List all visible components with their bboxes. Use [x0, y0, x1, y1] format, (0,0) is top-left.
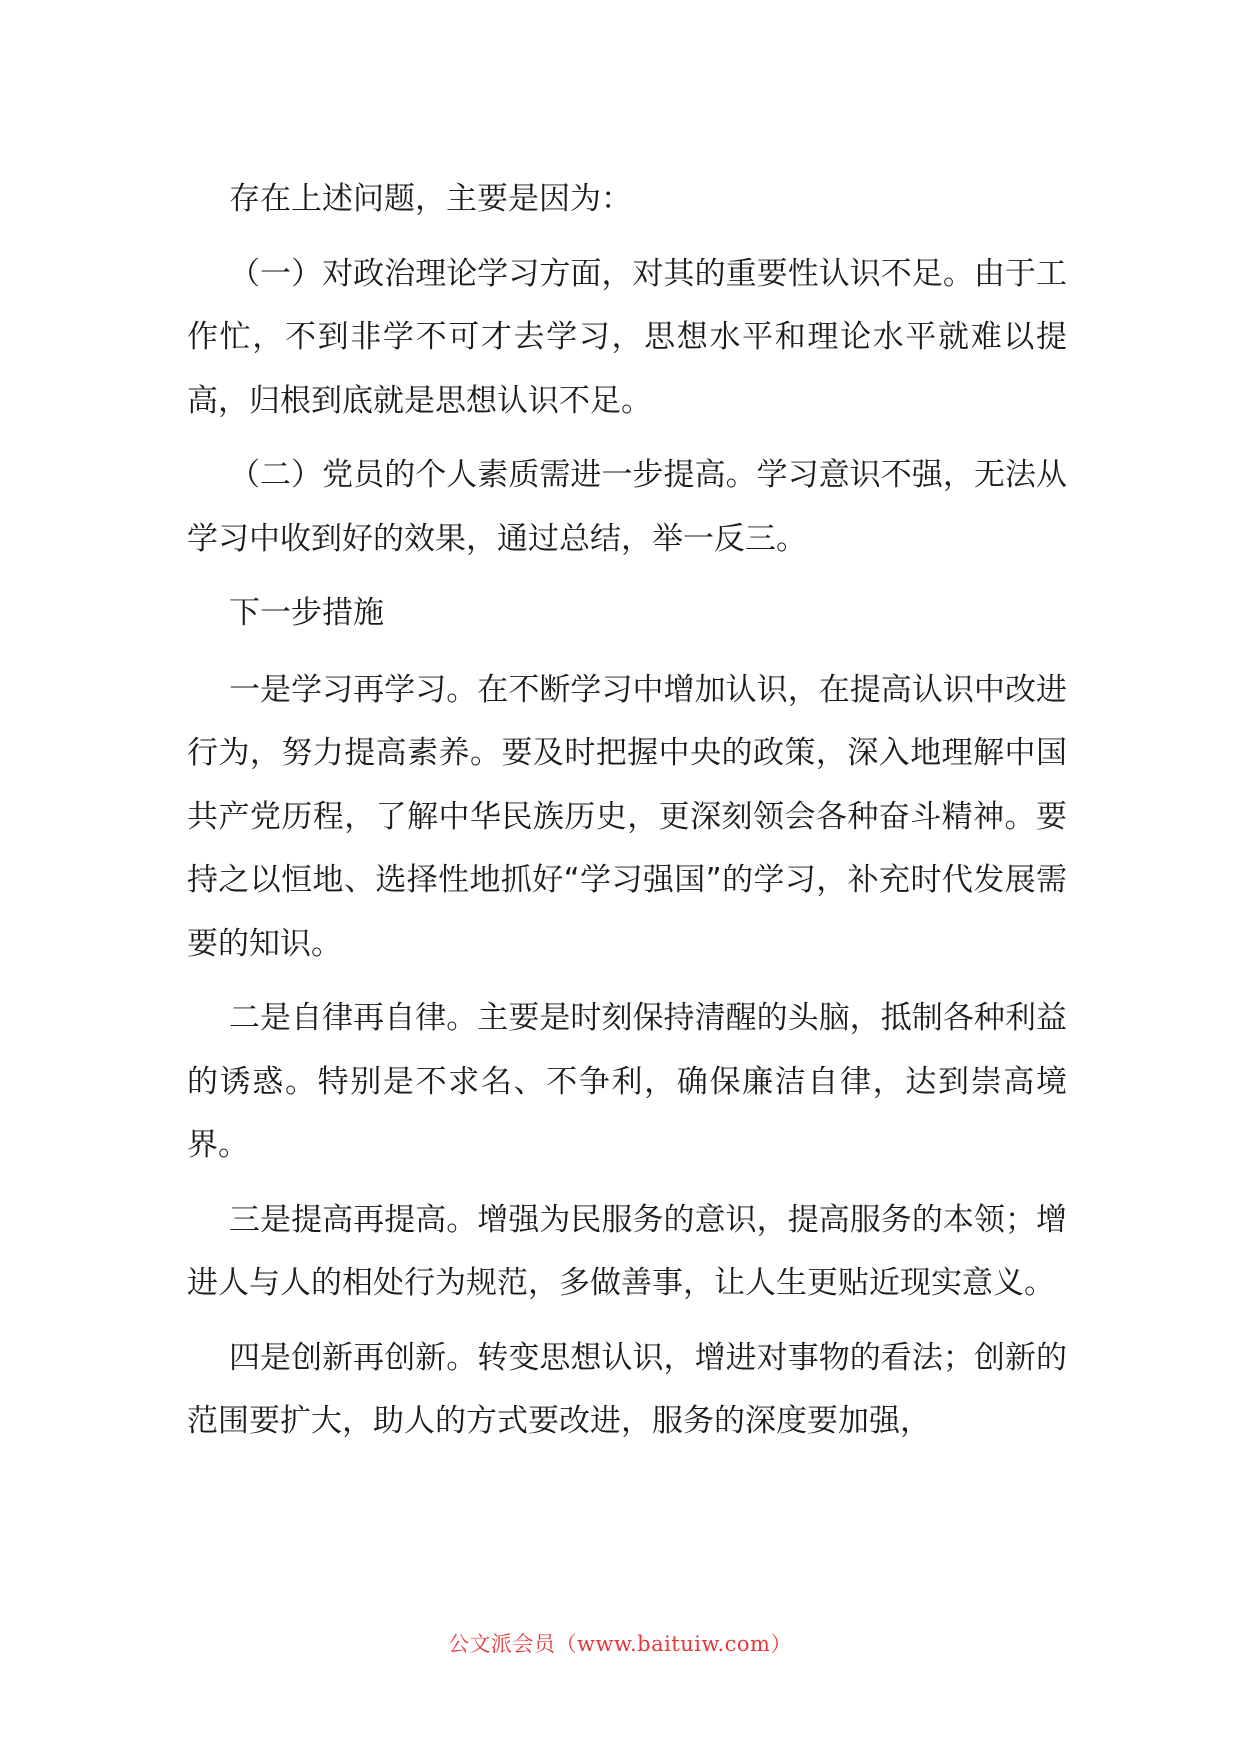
paragraph-measure-1: 一是学习再学习。在不断学习中增加认识，在提高认识中改进行为，努力提高素养。要及时把握中央的政策，深入地理解中国共产党历程，了解中华民族历史，更深刻领会各种奋斗精神。要持之以恒地、选择性地抓好“学习强国”的学习，补充时代发展需要的知识。	[187, 671, 1067, 962]
paragraph-measure-2: 二是自律再自律。主要是时刻保持清醒的头脑，抵制各种利益的诱惑。特别是不求名、不争利，确保廉洁自律，达到崇高境界。	[187, 1000, 1067, 1163]
paragraph-cause-1: （一）对政治理论学习方面，对其的重要性认识不足。由于工作忙，不到非学不可才去学习，思想水平和理论水平就难以提高，归根到底就是思想认识不足。	[187, 255, 1067, 419]
document-body	[187, 168, 1067, 1465]
paragraph-cause-2: （二）党员的个人素质需进一步提高。学习意识不强，无法从学习中收到好的效果，通过总结，举一反三。	[187, 457, 1067, 557]
footer-watermark-text[interactable]: 公文派会员（www.baituiw.com）	[448, 1632, 792, 1656]
section-heading-next-steps: 下一步措施	[229, 595, 384, 631]
paragraph-measure-3: 三是提高再提高。增强为民服务的意识，提高服务的本领；增进人与人的相处行为规范，多做善事，让人生更贴近现实意义。	[187, 1201, 1067, 1301]
paragraph-causes-intro: 存在上述问题，主要是因为：	[229, 181, 632, 217]
paragraph-measure-4: 四是创新再创新。转变思想认识，增进对事物的看法；创新的范围要扩大，助人的方式要改进，服务的深度要加强，	[187, 1339, 1067, 1439]
